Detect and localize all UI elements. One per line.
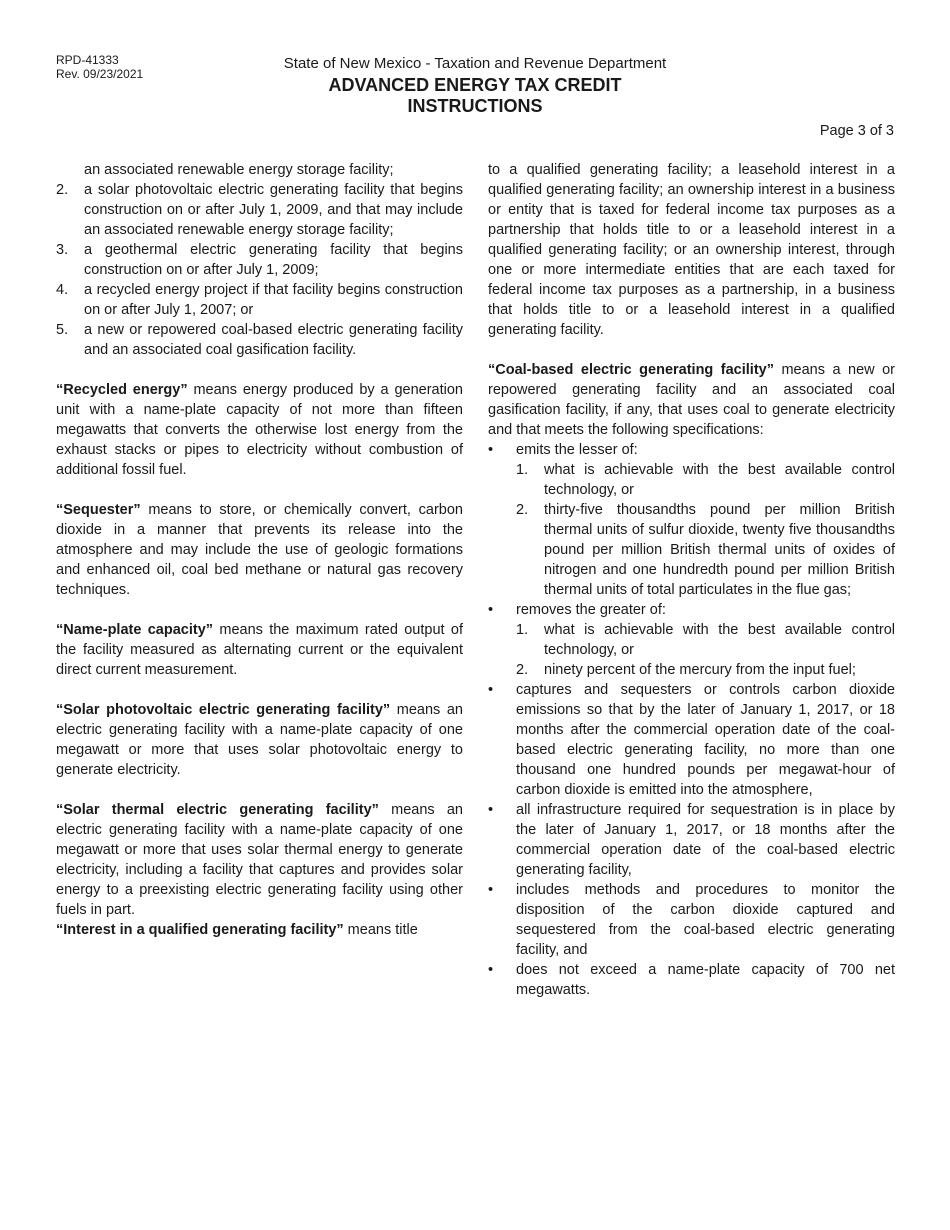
form-number: RPD-41333 — [56, 53, 119, 67]
continued-list-item: an associated renewable energy storage facility; — [84, 162, 394, 178]
specification-text: removes the greater of: — [516, 602, 666, 618]
form-revision: Rev. 09/23/2021 — [56, 67, 144, 81]
list-text: what is achievable with the best available control technology, or — [544, 622, 895, 658]
definition-term: “Interest in a qualified generating facility” — [56, 922, 344, 938]
specification-list — [488, 440, 895, 1000]
list-number: 1. — [516, 462, 529, 478]
definition-text: means energy produced by a generation unit with a name-plate capacity of not more than fifteen megawatts that converts the otherwise lost energy from the exhaust stacks or pipes to electricity without combustion of additional fossil fuel. — [56, 382, 463, 478]
bullet-icon: • — [488, 962, 494, 978]
specification-item — [488, 680, 895, 800]
definition-coal-based-facility — [488, 360, 895, 440]
definition-text: means the maximum rated output of the facility measured as alternating current or the equivalent direct current measurement. — [56, 622, 463, 678]
sub-list-item — [516, 460, 895, 500]
bullet-icon: • — [488, 682, 494, 698]
definition-solar-thermal — [56, 800, 463, 920]
definition-text: means an electric generating facility with a name-plate capacity of one megawatt or more that uses solar photovoltaic energy to generate electricity. — [56, 702, 463, 778]
page-header — [0, 55, 950, 117]
definition-text: means a new or repowered generating facility and an associated coal gasification facility, if any, that uses coal to generate electricity and that meets the following specifications: — [488, 362, 895, 438]
sub-list — [516, 620, 895, 680]
specification-item — [488, 960, 895, 1000]
list-item — [56, 320, 463, 360]
title-line-1: ADVANCED ENERGY TAX CREDIT — [328, 75, 622, 95]
specification-item — [488, 880, 895, 960]
sub-list-item — [516, 500, 895, 600]
definition-text: means to store, or chemically convert, carbon dioxide in a manner that prevents its release into the atmosphere and may include the use of geologic formations and enhanced oil, coal bed methane or natural gas recovery techniques. — [56, 502, 463, 598]
list-text: ninety percent of the mercury from the input fuel; — [544, 662, 856, 678]
list-number: 4. — [56, 282, 69, 298]
list-item — [56, 240, 463, 280]
definition-sequester — [56, 500, 463, 600]
list-text: a geothermal electric generating facility that begins construction on or after July 1, 2009; — [84, 242, 463, 278]
list-text: a new or repowered coal-based electric generating facility and an associated coal gasification facility. — [84, 322, 463, 358]
specification-text: captures and sequesters or controls carbon dioxide emissions so that by the later of January 1, 2017, or 18 months after the commercial operation date of the coal-based electric generating facility, no more than one thousand one hundred pounds per megawat-hour of carbon dioxide is emitted into the atmosphere, — [516, 682, 895, 798]
list-number: 3. — [56, 242, 69, 258]
sub-list — [516, 460, 895, 600]
specification-item — [488, 440, 895, 600]
specification-text: includes methods and procedures to monitor the disposition of the carbon dioxide captured and sequestered from the coal-based electric generating facility, and — [516, 882, 895, 958]
list-text: what is achievable with the best available control technology, or — [544, 462, 895, 498]
specification-item — [488, 600, 895, 680]
definition-term: “Recycled energy” — [56, 382, 188, 398]
definition-recycled-energy — [56, 380, 463, 480]
list-number: 2. — [516, 502, 529, 518]
right-column — [488, 160, 895, 1000]
title-line-2: INSTRUCTIONS — [407, 96, 543, 116]
definition-term: “Coal-based electric generating facility” — [488, 362, 774, 378]
definition-interest-in-facility — [56, 920, 463, 940]
bullet-icon: • — [488, 882, 494, 898]
specification-text: emits the lesser of: — [516, 442, 638, 458]
list-number: 2. — [56, 182, 69, 198]
list-item — [56, 180, 463, 240]
specification-text: does not exceed a name-plate capacity of 700 net megawatts. — [516, 962, 895, 998]
facility-list — [56, 180, 463, 360]
bullet-icon: • — [488, 802, 494, 818]
specification-text: all infrastructure required for sequestration is in place by the later of January 1, 2017, or 18 months after the commercial operation date of the coal-based electric generating facility, — [516, 802, 895, 878]
agency-name: State of New Mexico - Taxation and Revenue Department — [283, 55, 667, 72]
definition-name-plate-capacity — [56, 620, 463, 680]
list-number: 1. — [516, 622, 529, 638]
specification-item — [488, 800, 895, 880]
left-column — [56, 160, 463, 940]
definition-term: “Name-plate capacity” — [56, 622, 214, 638]
definition-term: “Sequester” — [56, 502, 141, 518]
definition-term: “Solar thermal electric generating facility” — [56, 802, 379, 818]
page-number: Page 3 of 3 — [819, 123, 894, 139]
definition-interest-continued: to a qualified generating facility; a leasehold interest in a qualified generating facility; an ownership interest in a business or entity that is taxed for federal income tax purposes as a partnership that holds title to or a leasehold interest in a qualified generating facility; or an ownership interest, through one or more intermediate entities that are each taxed for federal income tax purposes as a partnership, in a business that holds title to or a leasehold interest in a qualified generating facility. — [488, 162, 895, 338]
list-text: thirty-five thousandths pound per million British thermal units of sulfur dioxide, twenty five thousandths pound per million British thermal units of oxides of nitrogen and one hundredth pound per million British thermal units of total particulates in the flue gas; — [544, 502, 895, 598]
definition-text: means title — [343, 922, 418, 938]
list-item — [56, 280, 463, 320]
bullet-icon: • — [488, 602, 494, 618]
list-number: 2. — [516, 662, 529, 678]
list-number: 5. — [56, 322, 69, 338]
page-title — [0, 75, 950, 117]
definition-term: “Solar photovoltaic electric generating facility” — [56, 702, 391, 718]
list-text: a solar photovoltaic electric generating facility that begins construction on or after July 1, 2009, and that may include an associated renewable energy storage facility; — [84, 182, 463, 238]
sub-list-item — [516, 620, 895, 660]
definition-solar-photovoltaic — [56, 700, 463, 780]
definition-text: means an electric generating facility with a name-plate capacity of one megawatt or more that uses solar thermal energy to generate electricity, including a facility that captures and provides solar energy to a preexisting electric generating facility using other fuels in part. — [56, 802, 463, 918]
list-text: a recycled energy project if that facility begins construction on or after July 1, 2007; or — [84, 282, 463, 318]
bullet-icon: • — [488, 442, 494, 458]
sub-list-item — [516, 660, 895, 680]
